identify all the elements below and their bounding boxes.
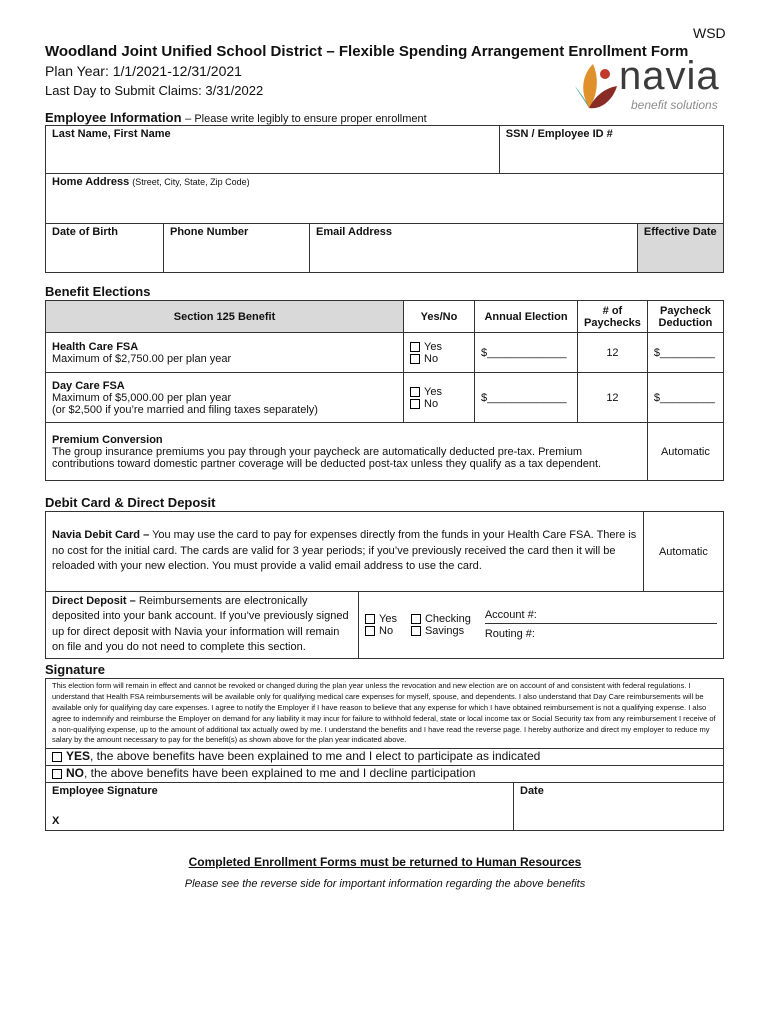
ssn-field[interactable]: SSN / Employee ID # [499, 126, 723, 174]
yes-election-checkbox[interactable]: YES, the above benefits have been explained to me and I elect to participate as indicated [46, 749, 724, 766]
signature-date-field[interactable]: Date [514, 783, 724, 831]
address-field[interactable]: Home Address (Street, City, State, Zip Code) [46, 174, 724, 224]
logo-wordmark: navia [619, 54, 720, 98]
signature-heading: Signature [45, 662, 105, 677]
daycare-yes-checkbox[interactable]: Yes [410, 386, 468, 398]
col-paychecks: # of Paychecks [578, 301, 648, 333]
navia-logo [575, 54, 735, 118]
form-code: WSD [693, 25, 726, 41]
health-yes-checkbox[interactable]: Yes [410, 341, 468, 353]
checking-checkbox[interactable]: Checking [411, 613, 471, 625]
debit-card-value: Automatic [643, 512, 723, 592]
employee-info-heading: Employee Information – Please write legibly to ensure proper enrollment [45, 110, 427, 125]
email-field[interactable]: Email Address [310, 224, 638, 273]
last-day: Last Day to Submit Claims: 3/31/2022 [45, 83, 264, 98]
name-field[interactable]: Last Name, First Name [46, 126, 500, 174]
health-no-checkbox[interactable]: No [410, 353, 468, 365]
footer-instructions: Completed Enrollment Forms must be returned to Human Resources [188, 855, 582, 869]
debit-table [45, 511, 724, 659]
benefit-elections-table [45, 300, 724, 481]
daycare-paychecks: 12 [578, 373, 648, 423]
no-election-checkbox[interactable]: NO, the above benefits have been explained to me and I decline participation [46, 766, 724, 783]
dd-yes-checkbox[interactable]: Yes [365, 613, 397, 625]
routing-number-field[interactable]: Routing #: [484, 628, 535, 641]
debit-heading: Debit Card & Direct Deposit [45, 495, 216, 510]
col-benefit: Section 125 Benefit [46, 301, 404, 333]
plan-year: Plan Year: 1/1/2021-12/31/2021 [45, 63, 242, 79]
premium-conversion-row: Premium Conversion The group insurance premiums you pay through your paycheck are automatically deducted pre-tax. Premium contributions toward domestic partner coverage will be deducted post-tax unless they qualify as a tax dependent. Automatic [46, 423, 724, 481]
savings-checkbox[interactable]: Savings [411, 625, 471, 637]
phone-field[interactable]: Phone Number [164, 224, 310, 273]
footer-note: Please see the reverse side for important information regarding the above benefits [184, 878, 586, 890]
dob-field[interactable]: Date of Birth [46, 224, 164, 273]
benefit-elections-heading: Benefit Elections [45, 284, 151, 299]
benefit-row-health: Health Care FSA Maximum of $2,750.00 per plan year Yes No $_____________ 12 $_________ [46, 333, 724, 373]
health-annual-input[interactable]: $_____________ [475, 333, 578, 373]
daycare-annual-input[interactable]: $_____________ [475, 373, 578, 423]
premium-value: Automatic [647, 423, 723, 481]
dd-no-checkbox[interactable]: No [365, 625, 397, 637]
daycare-deduction-input[interactable]: $_________ [647, 373, 723, 423]
daycare-no-checkbox[interactable]: No [410, 398, 468, 410]
signature-x: X [52, 815, 60, 828]
benefit-row-daycare: Day Care FSA Maximum of $5,000.00 per plan year (or $2,500 if you’re married and filing taxes separately) Yes No $_____________ 12 $_________ [46, 373, 724, 423]
debit-card-desc: Navia Debit Card – You may use the card to pay for expenses directly from the funds in your Health Care FSA. There is no cost for the initial card. The cards are valid for 3 year periods; if you’ve previously received the card then it will be reloaded with your new election. You must provide a valid email address to use the card. [46, 512, 644, 592]
col-yesno: Yes/No [404, 301, 475, 333]
employee-signature-field[interactable]: Employee Signature X [46, 783, 514, 831]
direct-deposit-desc: Direct Deposit – Reimbursements are electronically deposited into your bank account. If you’ve previously signed up for direct deposit with Navia your information will remain on file and you do not need to complete this section. [46, 592, 359, 659]
form-title: Woodland Joint Unified School District – Flexible Spending Arrangement Enrollment Form [45, 43, 689, 60]
employee-info-table [45, 125, 724, 273]
col-deduction: Paycheck Deduction [647, 301, 723, 333]
health-paychecks: 12 [578, 333, 648, 373]
health-deduction-input[interactable]: $_________ [647, 333, 723, 373]
effective-date-field: Effective Date [637, 224, 723, 273]
signature-table [45, 678, 724, 831]
account-number-field[interactable]: Account #: [485, 609, 717, 624]
col-annual: Annual Election [475, 301, 578, 333]
legal-text: This election form will remain in effect and cannot be revoked or changed during the plan year unless the revocation and new election are on account of and consistent with federal regulations. I understand that Health FSA reimbursements will be available only for qualifying medical care expenses for myself, spouse, and dependents. I also understand that Day Care reimbursements will be available only for qualifying day care expenses. I agree to notify the Employer if I have reason to believe that any expense for which I have obtained reimbursement is not a qualifying expense. I also agree to indemnify and reimburse the Employer on demand for any liability it may incur for failure to withhold federal, state or local income tax or Social Security tax from any reimbursement I receive of a non-qualifying expense, up to the amount of additional tax actually owed by me. I understand the benefits and I have read the reverse page. I hereby authorize and direct my employer to reduce my salary by the amount necessary to pay for the benefit(s) as shown above for the plan year indicated above. [46, 679, 724, 749]
logo-tagline: benefit solutions [631, 98, 718, 112]
